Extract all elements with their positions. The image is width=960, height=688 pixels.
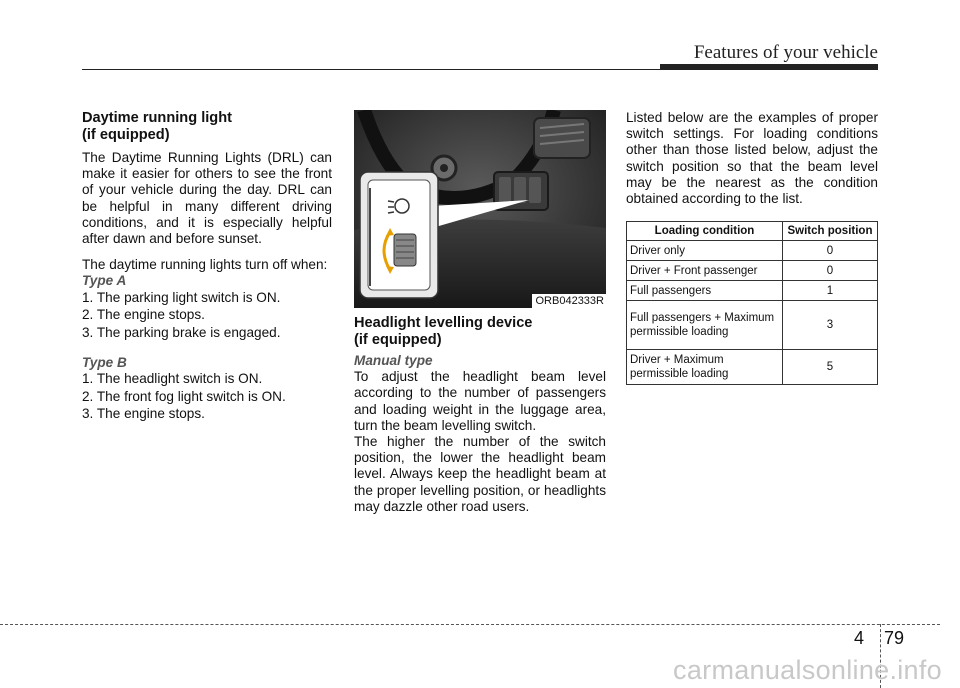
watermark: carmanualsonline.info — [673, 655, 942, 685]
beam-levelling-switch-photo — [354, 110, 606, 308]
table-row — [627, 301, 878, 350]
drl-type-a-label: Type A — [82, 273, 127, 289]
table-cell: Full passengers — [627, 281, 783, 301]
table-cell: Driver + Maximum permissible loading — [627, 350, 783, 385]
drl-heading-line2: (if equipped) — [82, 126, 170, 143]
drl-heading — [82, 110, 332, 143]
drl-type-b-list — [82, 371, 332, 423]
drl-heading-line1: Daytime running light — [82, 110, 232, 126]
levelling-para2: The higher the number of the switch position, the lower the headlight beam level. Always keep the headlight beam at the proper levelling position, or headlights may dazzle other road users. — [354, 434, 606, 514]
page-header-title: Features of your vehicle — [693, 42, 878, 63]
table-cell: 0 — [783, 241, 878, 261]
table-cell: 5 — [783, 350, 878, 385]
list-item: 3. The parking brake is engaged. — [82, 325, 281, 341]
table-cell: Full passengers + Maximum permissible loading — [627, 301, 783, 350]
footer-divider — [0, 624, 940, 625]
list-item: 3. The engine stops. — [82, 406, 205, 422]
drl-type-b-label: Type B — [82, 354, 127, 370]
figure-caption: ORB042333R — [532, 294, 607, 308]
table-cell: Driver only — [627, 241, 783, 261]
levelling-para1: To adjust the headlight beam level according to the number of passengers and loading weight in the luggage area, turn the beam levelling switch. — [354, 369, 606, 433]
table-row — [627, 241, 878, 261]
drl-turn-off-lead: The daytime running lights turn off when: — [82, 257, 328, 273]
drl-type-a-list — [82, 290, 332, 342]
list-item: 2. The front fog light switch is ON. — [82, 388, 286, 404]
list-item: 2. The engine stops. — [82, 307, 205, 323]
header-accent-bar — [660, 64, 878, 70]
loading-table — [626, 221, 878, 385]
table-cell: 3 — [783, 301, 878, 350]
dashboard-illustration — [354, 110, 606, 308]
levelling-heading — [354, 315, 606, 348]
column-header: Loading condition — [627, 222, 783, 241]
settings-section — [626, 110, 878, 385]
levelling-heading-line1: Headlight levelling device — [354, 315, 533, 331]
page-number: 79 — [884, 628, 905, 648]
table-row — [627, 350, 878, 385]
table-cell: Driver + Front passenger — [627, 261, 783, 281]
list-item: 1. The parking light switch is ON. — [82, 289, 281, 305]
drl-intro: The Daytime Running Lights (DRL) can make it easier for others to see the front of your vehicle during the day. DRL can be helpful in many different driving conditions, and it is especially helpful after dawn and before sunset. — [82, 150, 332, 247]
list-item: 1. The headlight switch is ON. — [82, 370, 263, 386]
chapter-number: 4 — [854, 628, 865, 648]
levelling-subheading: Manual type — [354, 353, 433, 368]
table-row — [627, 281, 878, 301]
settings-intro: Listed below are the examples of proper switch settings. For loading conditions other than those listed below, adjust the switch position so that the beam level may be the nearest as the condition obtained according to the list. — [626, 110, 878, 207]
table-cell: 1 — [783, 281, 878, 301]
column-header: Switch position — [783, 222, 878, 241]
drl-section — [82, 110, 332, 424]
levelling-heading-line2: (if equipped) — [354, 331, 442, 348]
table-row — [627, 261, 878, 281]
table-header-row — [627, 222, 878, 241]
table-cell: 0 — [783, 261, 878, 281]
levelling-section — [354, 110, 606, 515]
